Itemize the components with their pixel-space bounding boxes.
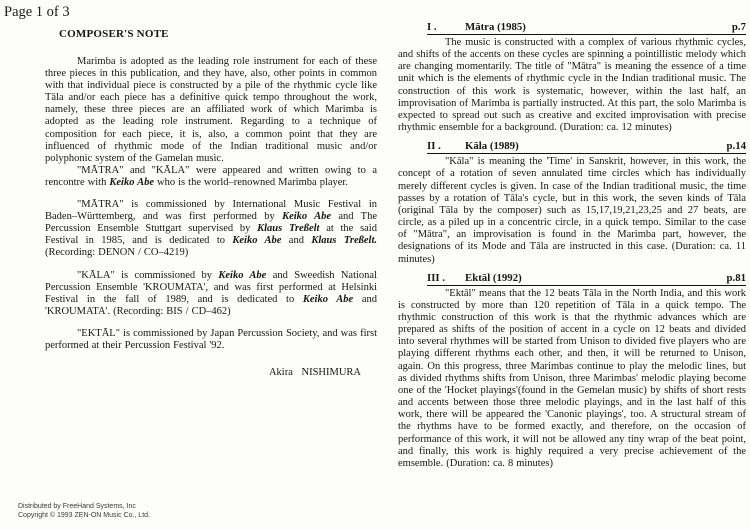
section-title: Kāla (1989)	[465, 140, 519, 153]
text-segment: and The Percussion Ensemble Stuttgart supervised by	[45, 211, 377, 235]
work-section	[398, 140, 746, 265]
section-page-ref: p.81	[726, 271, 746, 284]
section-title: Mātra (1985)	[465, 21, 526, 33]
text-segment: "MĀTRA" is commissioned by International Music Festival in Baden–Württemberg, and was first performed by	[45, 199, 377, 223]
composers-note-paragraph	[45, 328, 377, 352]
section-body: The music is constructed with a complex of various rhythmic cycles, and shifts of the accents on these cycles are spinning a pointillistic melody which are changing momentarily. The title of "Mātra" is meaning the essence of a time unit which is the elements of rhythmic cycle in the Indian traditional music. The construction of this work is systematic, however, within the last half, an improvisation of Marimba is partially instructed. At this part, the solo Marimba is expected to spread out such as creative and excited improvisation with precise rhythmic ensemble for a background. (Duration: ca. 12 minutes)	[398, 37, 746, 134]
work-section-header	[427, 272, 746, 286]
text-segment: (Recording: DENON / CO–4219)	[45, 247, 189, 259]
text-segment: Marimba is adopted as the leading role instrument for each of these three pieces in this publication, and they have, also, other points in common with that individual piece is constructed by a pile of the rhythmic cycle like Tāla and/or each piece has a definitive quick tempo throughout the work, namely, these three pieces are an affiliated work of which Marimba is adopted as the leading role instrument. Regarding to a technique of composition for each piece, it is, also, a common point that they are influenced of rhythmic mode of the Indian traditional music and/or polyphonic system of the Gamelan music.	[45, 56, 377, 164]
text-segment: who is the world–renowned Marimba player.	[154, 176, 348, 188]
section-numeral: II .	[427, 140, 441, 153]
person-name: Keiko Abe	[218, 269, 267, 281]
page-indicator: Page 1 of 3	[4, 4, 70, 20]
work-section-header	[427, 140, 746, 154]
text-segment: "EKTĀL" is commissioned by Japan Percussion Society, and was first performed at their Percussion Festival '92.	[45, 327, 377, 351]
work-section-header	[427, 21, 746, 35]
section-numeral: I .	[427, 21, 437, 33]
section-page-ref: p.14	[726, 140, 746, 153]
text-segment: and Sweedish National Percussion Ensemble 'KROUMATA', and was first performed at Helsinki Festival in the fall of 1989, and is dedicated to	[45, 269, 378, 305]
text-segment: "KĀLA" is commissioned by	[77, 269, 219, 281]
person-name: Keiko Abe	[109, 176, 154, 188]
text-segment: "MĀTRA" and "KĀLA" were appeared and written owing to a rencontre with	[45, 164, 377, 188]
section-body: "Ektāl" means that the 12 beats Tāla in the North India, and this work is constructed by more than 120 repetition of Tāla in a quick tempo. The rhythmic construction of this work is that the rhythmic advances which are prepared as shifts of the position of accent in a cycle on 12 beats and divided into several rhythmes will be started from Unison to divided five players who are playing different rhythms each other, and then, it will be returned to Unison, again. On this progress, three Marimbas continue to play the melodic lines, but as divided rhythms shifts from Unison, three Marimbas' melodic playing become one of the 'Hocket playings'(found in the Gemelan music) by shifts of short rests and accents between those three melodic playings, and in the last half of this work, there will be appeared the 'Canonic playings', too. A structural stream of the rhythms have to be formed exactly, and therefore, on the occasion of performance of this work, it will not be allowed any tiny wrap of the beat point, and finally, this work is highly required a very precise achievement of the emsemble. (Duration: ca. 8 minutes)	[398, 287, 746, 469]
person-name: Keiko Abe	[302, 293, 354, 305]
section-numeral: III .	[427, 271, 446, 284]
composers-note-paragraph	[45, 199, 377, 259]
work-section	[398, 21, 746, 134]
composers-note-paragraph	[45, 165, 377, 189]
person-name: Klaus Treßelt	[257, 223, 320, 235]
viewer-footer	[18, 503, 150, 520]
work-section	[398, 272, 746, 470]
person-name: Keiko Abe	[232, 235, 282, 247]
distributor-line: Distributed by FreeHand Systems, Inc	[18, 503, 136, 510]
composers-note-column	[45, 28, 377, 378]
composers-note-heading: COMPOSER'S NOTE	[59, 28, 169, 40]
text-segment: and	[281, 235, 312, 247]
text-segment: and 'KROUMATA'. (Recording: BIS / CD–462)	[45, 293, 377, 317]
works-column	[398, 21, 746, 476]
composers-note-body	[45, 56, 377, 352]
section-body: "Kāla" is meaning the 'Time' in Sanskrit, however, in this work, the concept of a rotation of seven annulated time circles which has individually merely different cycles is given. In case of the Indian traditional music, the time passes by a rotation of Tāla's cycle, but in this work, the seven kinds of Tāla (original Tāla by the composer) such as 15,17,19,21,23,25 and 27 beats, are circle, as a piled up in a concentric circle, in a quick tempo. Similar to the case of "Mātra", an improvisation is found in the Marimba part, however, the designations of its Mode and Tāla are instructed in this case. (Duration: ca. 11 minutes)	[398, 156, 746, 265]
person-name: Klaus Treßelt.	[311, 235, 378, 247]
works-sections	[398, 21, 746, 470]
author-signature: Akira NISHIMURA	[268, 367, 361, 379]
copyright-line: Copyright © 1993 ZEN-ON Music Co., Ltd.	[18, 511, 150, 519]
composers-note-paragraph	[45, 270, 377, 318]
composers-note-paragraph	[45, 56, 377, 165]
section-title: Ektāl (1992)	[465, 271, 522, 284]
person-name: Keiko Abe	[282, 211, 332, 223]
text-segment: at the said Festival in 1985, and is dedicated to	[45, 223, 377, 247]
section-page-ref: p.7	[731, 21, 746, 33]
